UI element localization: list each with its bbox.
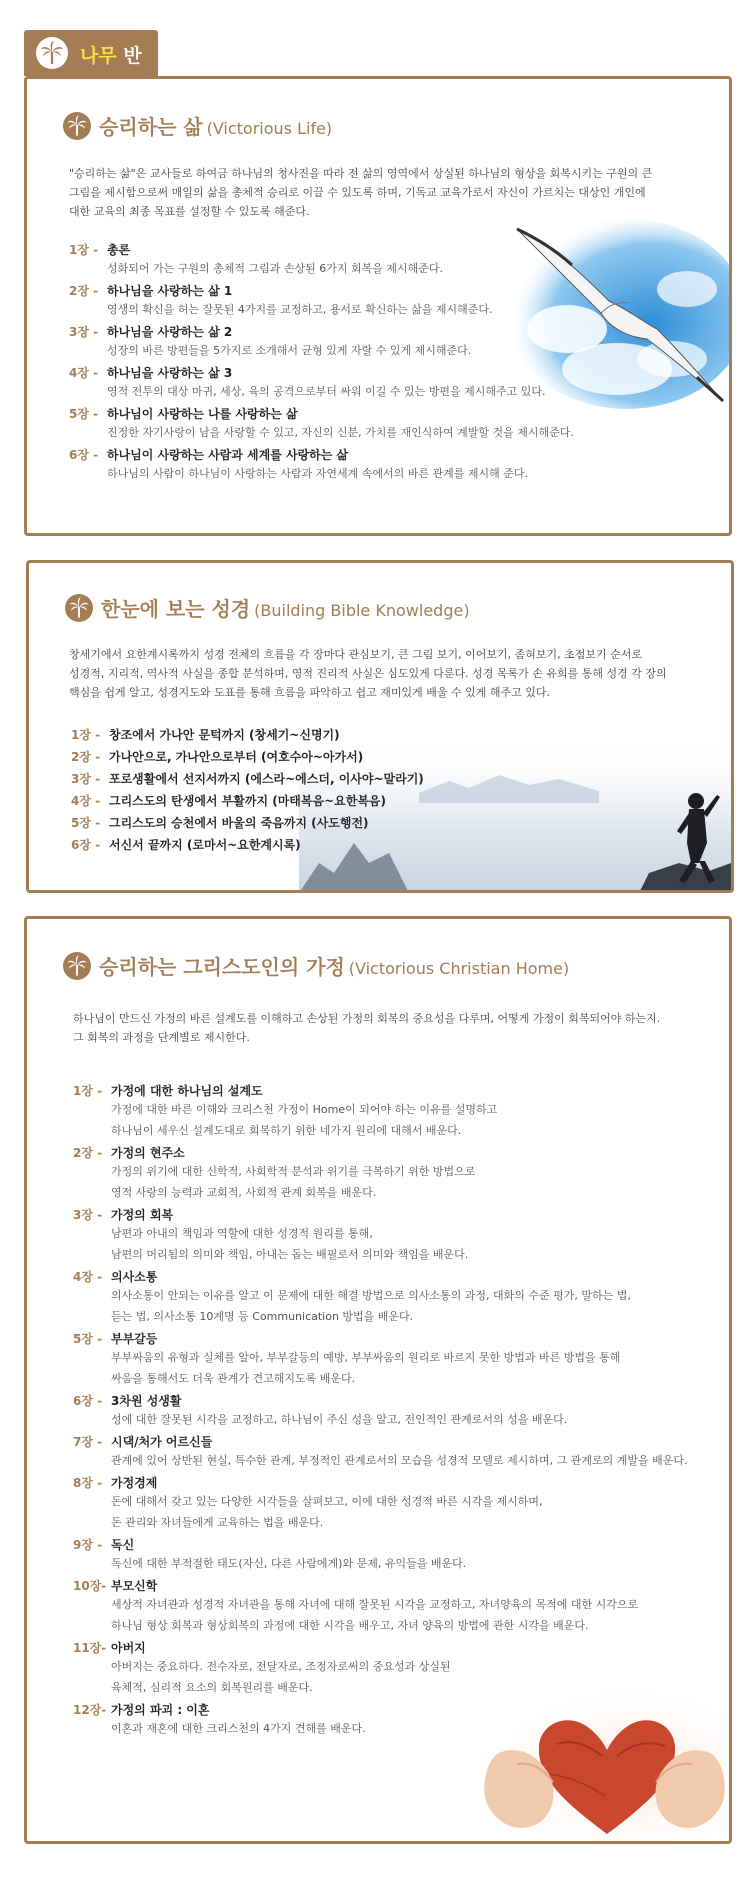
chapter-item: 4장 - 의사소통 의사소통이 안되는 이유를 알고 이 문제에 대한 해결 방법으로 의사소통의 과정, 대화의 수준 평가, 말하는 법, 듣는 법, 의사소통 10계명 등 Communication 방법을 배운다.: [73, 1270, 631, 1323]
chapter-item: 6장 - 하나님이 사랑하는 사람과 세계를 사랑하는 삶 하나님의 사람이 하나님이 사랑하는 사람과 자연세계 속에서의 바른 관계를 제시해 준다.: [69, 448, 528, 480]
palm-tree-icon: [36, 37, 68, 69]
section3-title: 승리하는 그리스도인의 가정 (Victorious Christian Home): [99, 955, 570, 979]
section1-title: 승리하는 삶 (Victorious Life): [99, 115, 333, 139]
section-bible-knowledge: [26, 560, 734, 893]
section1-heading: [63, 111, 332, 140]
chapter-item: 10장- 부모신학 세상적 자녀관과 성경적 자녀관을 통해 자녀에 대해 잘못된 시각을 교정하고, 자녀양육의 목적에 대한 시각으로 하나님 형상 회복과 형상회복의 과정에 대한 시각을 배우고, 자녀 양육의 방법에 관한 시각을 배운다.: [73, 1579, 639, 1632]
chapter-item: 12장- 가정의 파괴 : 이혼 이혼과 재혼에 대한 크리스천의 4가지 견해를 배운다.: [73, 1703, 366, 1735]
chapter-item: 2장 - 가나안으로, 가나안으로부터 (여호수아~아가서): [71, 750, 364, 764]
chapter-item: 2장 - 하나님을 사랑하는 삶 1 영생의 확신을 허는 잘못된 4가지를 교정하고, 용서로 확신하는 삶을 제시해준다.: [69, 284, 493, 316]
tab-label: 나무 반: [80, 45, 142, 67]
chapter-item: 6장 - 3차원 성생활 성에 대한 잘못된 시각을 교정하고, 하나님이 주신 성을 알고, 전인적인 관계로서의 성을 배운다.: [73, 1394, 568, 1426]
class-tab: [24, 30, 158, 76]
section3-heading: [63, 951, 569, 980]
chapter-item: 4장 - 하나님을 사랑하는 삶 3 영적 전투의 대상 마귀, 세상, 육의 공격으로부터 싸워 이길 수 있는 방편을 제시해주고 있다.: [69, 366, 546, 398]
chapter-item: 11장- 아버지 아버지는 중요하다. 전수자로, 전달자로, 조정자로써의 중요성과 상실된 육체적, 심리적 요소의 회복원리를 배운다.: [73, 1641, 451, 1694]
chapter-item: 3장 - 포로생활에서 선지서까지 (에스라~에스더, 이사야~말라기): [71, 772, 424, 786]
section2-intro: 창세기에서 요한계시록까지 성경 전체의 흐름을 각 장마다 관심보기, 큰 그림 보기, 이어보기, 좀혀보기, 초점보기 순서로 성경적, 지리적, 역사적 사실을 종합 분석하며, 영적 진리적 사실은 심도있게 다룬다. 성경 목록가 손 유희를 통해 성경 각 장의 핵심을 쉽게 알고, 성경지도와 도표를 통해 흐름을 파악하고 쉽고 재미있게 배울 수 있게 해주고 있다.: [69, 648, 667, 699]
chapter-item: 6장 - 서신서 끝까지 (로마서~요한계시록): [71, 838, 301, 852]
chapter-item: 3장 - 가정의 회복 남편과 아내의 책임과 역할에 대한 성경적 원리를 통해, 남편의 머리됨의 의미와 책임, 아내는 돕는 배필로서 의미와 책임을 배운다.: [73, 1208, 469, 1261]
chapter-item: 5장 - 하나님이 사랑하는 나를 사랑하는 삶 진정한 자기사랑이 남을 사랑할 수 있고, 자신의 신분, 가치를 재인식하여 계발할 것을 제시해준다.: [69, 407, 574, 439]
chapter-item: 2장 - 가정의 현주소 가정의 위기에 대한 신학적, 사회학적 분석과 위기를 극복하기 위한 방법으로 영적 사랑의 능력과 교회적, 사회적 관계 회복을 배운다.: [73, 1146, 476, 1199]
chapter-item: 3장 - 하나님을 사랑하는 삶 2 성장의 바른 방편들을 5가지로 소개해서 균형 있게 자랄 수 있게 제시해준다.: [69, 325, 472, 357]
chapter-item: 1장 - 총론 성화되어 가는 구원의 총체적 그림과 손상된 6가지 회복을 제시해준다.: [69, 243, 443, 275]
palm-tree-icon: [63, 952, 91, 980]
section2-title: 한눈에 보는 성경 (Building Bible Knowledge): [101, 597, 470, 621]
palm-tree-icon: [65, 594, 93, 622]
section1-intro: "승리하는 삶"은 교사들로 하여금 하나님의 청사진을 따라 전 삶의 영역에서 상실된 하나님의 형상을 회복시키는 구원의 큰 그림을 제시함으로써 매일의 삶을 총체적 승리로 이끌 수 있도록 하며, 기독교 교육가로서 자신이 가르치는 대상인 개인에 대한 교육의 최종 목표를 설정할 수 있도록 해준다.: [69, 167, 653, 218]
chapter-item: 1장 - 창조에서 가나안 문턱까지 (창세기~신명기): [71, 728, 340, 742]
chapter-item: 7장 - 시댁/처가 어르신들 관계에 있어 상반된 현실, 특수한 관계, 부정적인 관계로서의 모습을 성경적 모델로 제시하며, 그 관계로의 계발을 배운다.: [73, 1435, 688, 1467]
section3-intro: 하나님이 만드신 가정의 바른 설계도를 이해하고 손상된 가정의 회복의 중요성을 다루며, 어떻게 가정이 회복되어야 하는지. 그 회복의 과정을 단계별로 제시한다.: [73, 1012, 661, 1044]
chapter-item: 4장 - 그리스도의 탄생에서 부활까지 (마태복음~요한복음): [71, 794, 386, 808]
chapter-item: 5장 - 그리스도의 승천에서 바울의 죽음까지 (사도행전): [71, 816, 369, 830]
chapter-item: 8장 - 가정경제 돈에 대해서 갖고 있는 다양한 시각들을 살펴보고, 이에 대한 성경적 바른 시각을 제시하며, 돈 관리와 자녀들에게 교육하는 법을 배운다.: [73, 1476, 543, 1529]
section-christian-home: [24, 916, 732, 1844]
section1-chapter-list: [69, 241, 709, 484]
palm-tree-icon: [63, 112, 91, 140]
section3-chapter-list: [73, 1082, 713, 1739]
chapter-item: 1장 - 가정에 대한 하나님의 설계도 가정에 대한 바른 이해와 크리스천 가정이 Home이 되어야 하는 이유를 설명하고 하나님이 세우신 설계도대로 회복하기 위한 네가지 원리에 대해서 배운다.: [73, 1084, 498, 1137]
chapter-item: 9장 - 독신 독신에 대한 부적절한 태도(자신, 다른 사람에게)와 문제, 유익들을 배운다.: [73, 1538, 467, 1570]
section-victorious-life: [24, 76, 732, 536]
chapter-item: 5장 - 부부갈등 부부싸움의 유형과 실체를 알아, 부부갈등의 예방, 부부싸움의 원리로 바르지 못한 방법과 바른 방법을 통해 싸움을 통해서도 더욱 관계가 견고해지도록 배운다.: [73, 1332, 621, 1385]
section2-heading: [65, 593, 470, 622]
